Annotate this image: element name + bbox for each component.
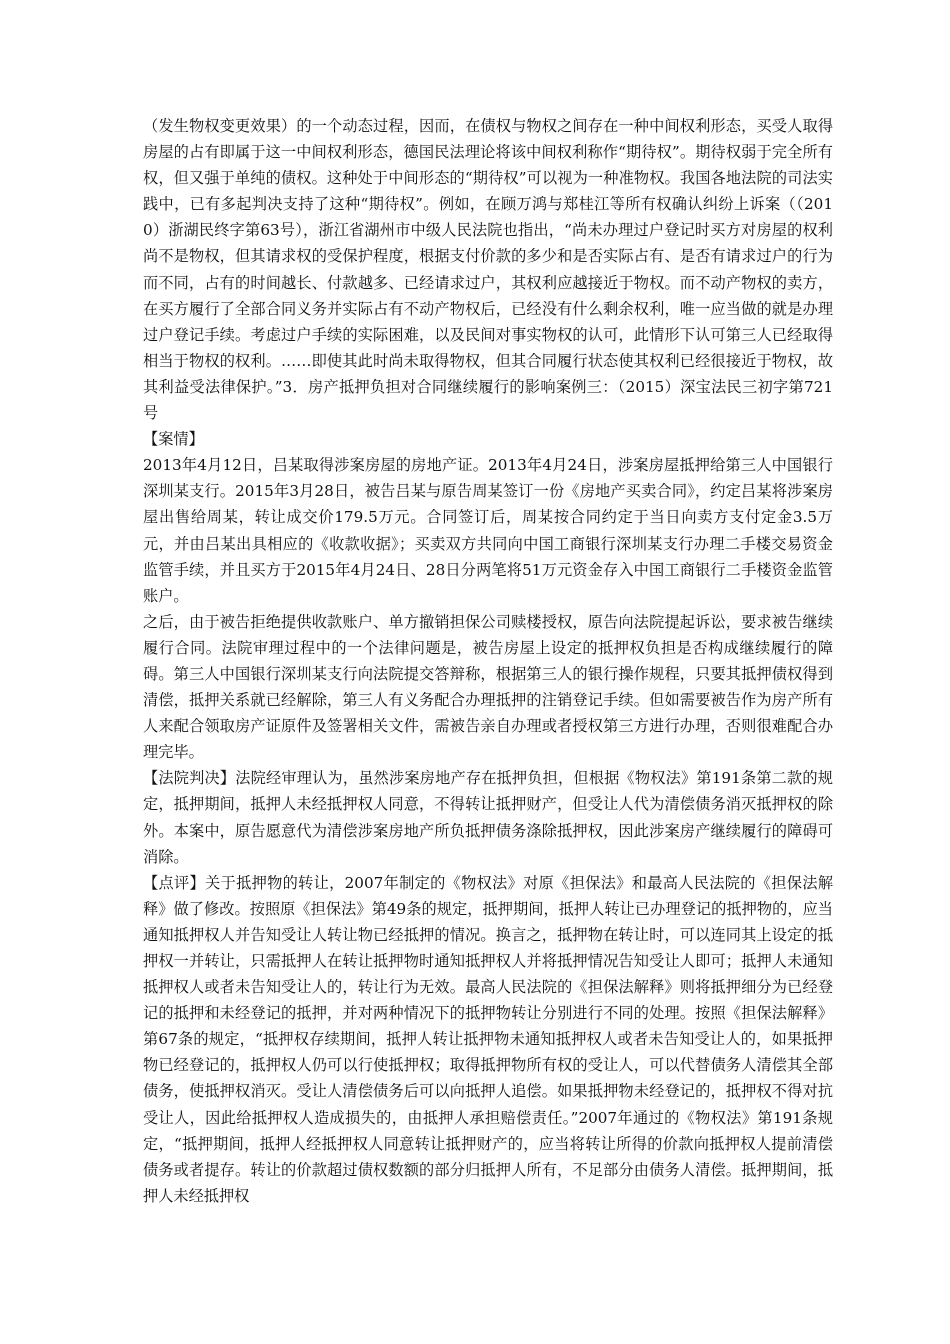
section-heading-commentary: 【点评】 (143, 873, 206, 892)
paragraph-text: 法院经审理认为，虽然涉案房地产存在抵押负担，但根据《物权法》第191条第二款的规定，抵押期间，抵押人未经抵押权人同意，不得转让抵押财产，但受让人代为清偿债务消灭抵押权的除外。本案中，原告愿意代为清偿涉案房地产所负抵押债务涤除抵押权，因此涉案房产继续履行的障碍可消除。 (143, 769, 833, 866)
paragraph-commentary (143, 870, 833, 1209)
paragraph-case-facts-2 (143, 609, 833, 766)
paragraph-expectancy-right (143, 113, 833, 426)
section-heading-label: 【案情】 (143, 430, 204, 449)
section-heading-court-judgment: 【法院判决】 (143, 769, 236, 788)
section-heading-case-facts (143, 426, 833, 452)
paragraph-court-judgment (143, 765, 833, 869)
paragraph-text: 之后，由于被告拒绝提供收款账户、单方撤销担保公司赎楼授权，原告向法院提起诉讼，要求被告继续履行合同。法院审理过程中的一个法律问题是，被告房屋上设定的抵押权负担是否构成继续履行的障碍。第三人中国银行深圳某支行向法院提交答辩称，根据第三人的银行操作规程，只要其抵押债权得到清偿，抵押关系就已经解除，第三人有义务配合办理抵押的注销登记手续。但如需要被告作为房产所有人来配合领取房产证原件及签署相关文件，需被告亲自办理或者授权第三方进行办理，否则很难配合办理完毕。 (143, 612, 833, 762)
paragraph-text: 2013年4月12日，吕某取得涉案房屋的房地产证。2013年4月24日，涉案房屋抵押给第三人中国银行深圳某支行。2015年3月28日，被告吕某与原告周某签订一份《房地产买卖合同》，约定吕某将涉案房屋出售给周某，转让成交价179.5万元。合同签订后，周某按合同约定于当日向卖方支付定金3.5万元，并由吕某出具相应的《收款收据》；买卖双方共同向中国工商银行深圳某支行办理二手楼交易资金监管手续，并且买方于2015年4月24日、28日分两笔将51万元资金存入中国工商银行二手楼资金监管账户。 (143, 456, 833, 605)
document-body (143, 113, 833, 1209)
paragraph-text: 关于抵押物的转让，2007年制定的《物权法》对原《担保法》和最高人民法院的《担保法解释》做了修改。按照原《担保法》第49条的规定，抵押期间，抵押人转让已办理登记的抵押物的，应当通知抵押权人并告知受让人转让物已经抵押的情况。换言之，抵押物在转让时，可以连同其上设定的抵押权一并转让，只需抵押人在转让抵押物时通知抵押权人并将抵押情况告知受让人即可；抵押人未通知抵押权人或者未告知受让人的，转让行为无效。最高人民法院的《担保法解释》则将抵押细分为已经登记的抵押和未经登记的抵押，并对两种情况下的抵押物转让分别进行不同的处理。按照《担保法解释》第67条的规定，“抵押权存续期间，抵押人转让抵押物未通知抵押权人或者未告知受让人的，如果抵押物已经登记的，抵押权人仍可以行使抵押权；取得抵押物所有权的受让人，可以代替债务人清偿其全部债务，使抵押权消灭。受让人清偿债务后可以向抵押人追偿。如果抵押物未经登记的，抵押权不得对抗受让人，因此给抵押权人造成损失的，由抵押人承担赔偿责任。”2007年通过的《物权法》第191条规定，“抵押期间，抵押人经抵押权人同意转让抵押财产的，应当将转让所得的价款向抵押权人提前清偿债务或者提存。转让的价款超过债权数额的部分归抵押人所有，不足部分由债务人清偿。抵押期间，抵押人未经抵押权 (143, 873, 834, 1205)
paragraph-case-facts-1 (143, 452, 833, 609)
paragraph-text: （发生物权变更效果）的一个动态过程，因而，在债权与物权之间存在一种中间权利形态，买受人取得房屋的占有即属于这一中间权利形态，德国民法理论将该中间权利称作“期待权”。期待权弱于完全所有权，但又强于单纯的债权。这种处于中间形态的“期待权”可以视为一种准物权。我国各地法院的司法实践中，已有多起判决支持了这种“期待权”。例如，在顾万鸿与郑桂江等所有权确认纠纷上诉案（（2010）浙湖民终字第63号），浙江省湖州市中级人民法院也指出，“尚未办理过户登记时买方对房屋的权利尚不是物权，但其请求权的受保护程度，根据支付价款的多少和是否实际占有、是否有请求过户的行为而不同，占有的时间越长、付款越多、已经请求过户，其权利应越接近于物权。而不动产物权的卖方，在买方履行了全部合同义务并实际占有不动产物权后，已经没有什么剩余权利，唯一应当做的就是办理过户登记手续。考虑过户手续的实际困难，以及民间对事实物权的认可，此情形下认可第三人已经取得相当于物权的权利。……即使其此时尚未取得物权，但其合同履行状态使其权利已经很接近于物权，故其利益受法律保护。”3．房产抵押负担对合同继续履行的影响案例三：（2015）深宝法民三初字第721号 (143, 117, 833, 423)
